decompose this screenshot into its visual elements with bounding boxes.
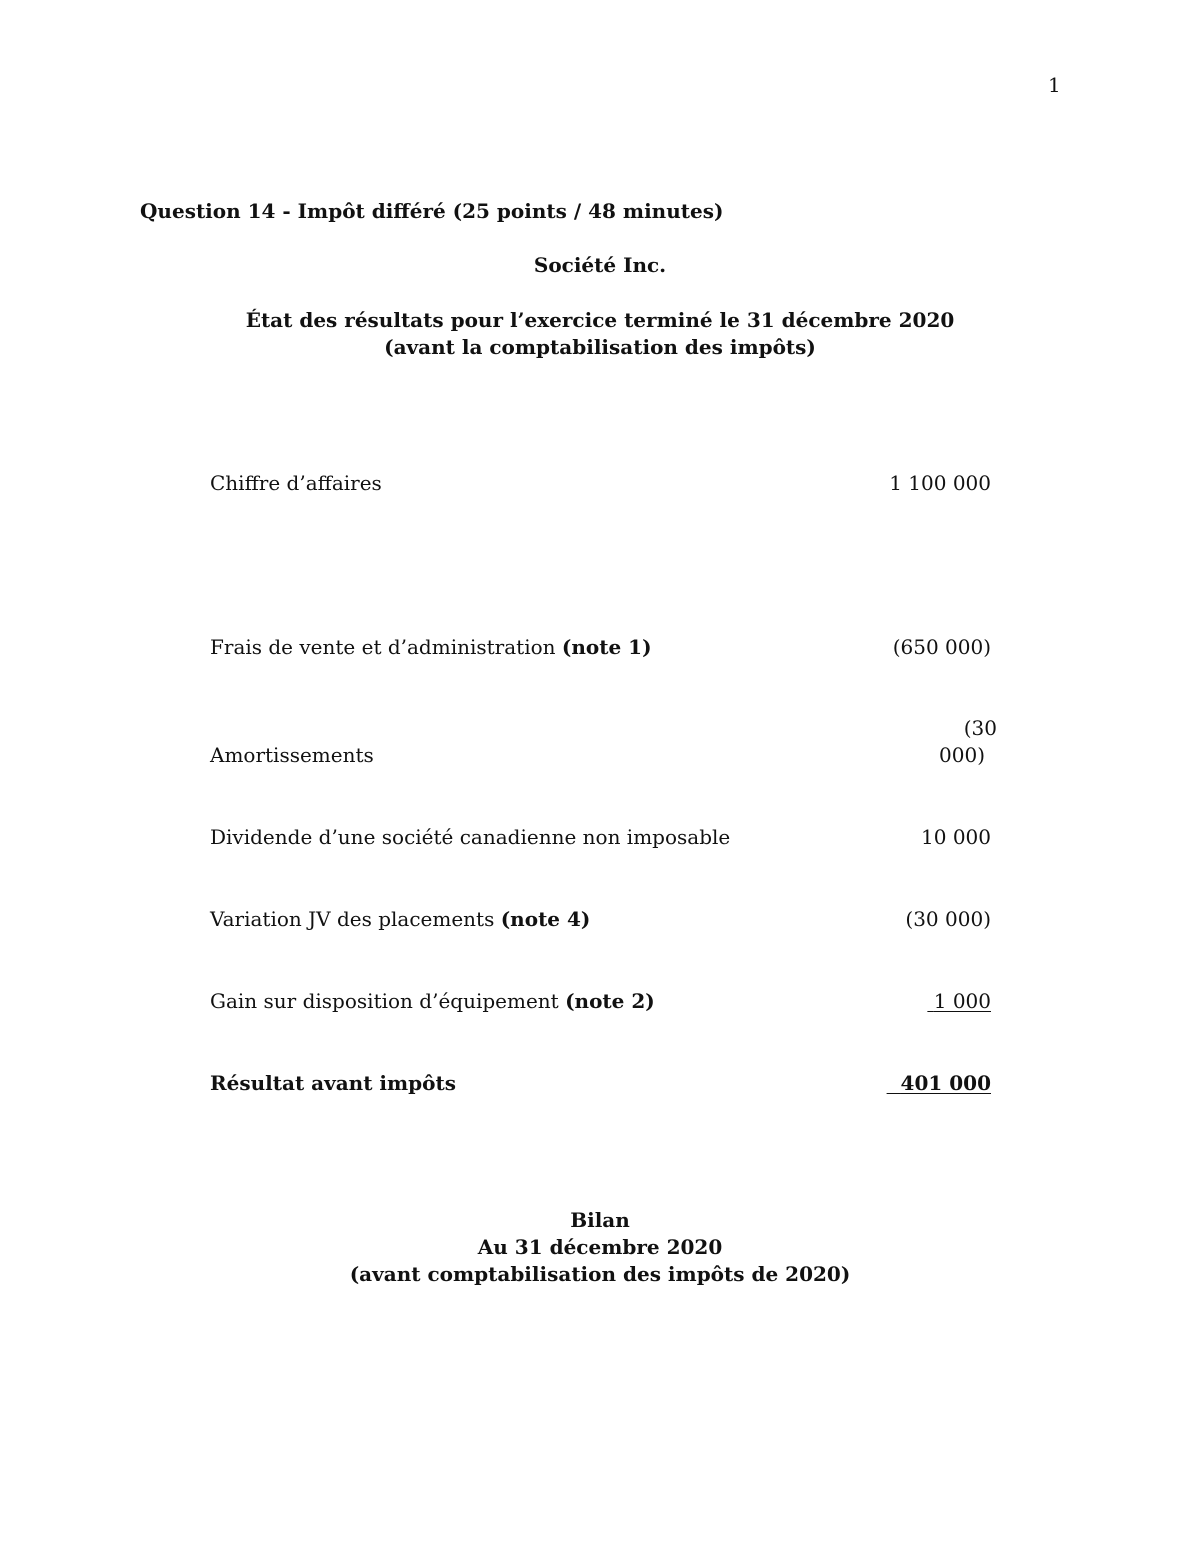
row-label-text: Frais de vente et d’administration — [210, 635, 556, 659]
row-label-text: Gain sur disposition d’équipement — [210, 989, 559, 1013]
row-value-pretax-income — [887, 1071, 991, 1095]
row-label-fv-change — [210, 907, 590, 931]
row-label-revenue: Chiffre d’affaires — [210, 471, 382, 495]
row-label-depreciation: Amortissements — [210, 743, 374, 767]
row-value-fv-change: (30 000) — [905, 907, 991, 931]
balance-sheet-subtitle: (avant comptabilisation des impôts de 2020) — [349, 1262, 851, 1286]
page-number: 1 — [1048, 73, 1061, 97]
row-note: (note 4) — [500, 907, 591, 931]
row-value-dividend: 10 000 — [921, 825, 991, 849]
row-label-text: Variation JV des placements — [210, 907, 495, 931]
question-title: Question 14 - Impôt différé (25 points / 48 minutes) — [140, 199, 724, 223]
balance-sheet-date: Au 31 décembre 2020 — [477, 1235, 723, 1259]
row-label-disposal-gain — [210, 989, 655, 1013]
row-note: (note 1) — [561, 635, 652, 659]
row-label-dividend: Dividende d’une société canadienne non imposable — [210, 825, 731, 849]
balance-sheet-title: Bilan — [570, 1208, 630, 1232]
company-name: Société Inc. — [533, 253, 667, 277]
row-label-selling-admin — [210, 635, 652, 659]
income-statement-title: État des résultats pour l’exercice terminé le 31 décembre 2020 — [245, 308, 955, 332]
row-value-text: 401 000 — [900, 1071, 991, 1095]
row-value-depreciation-line1: (30 — [963, 716, 997, 740]
row-note: (note 2) — [565, 989, 655, 1013]
row-value-revenue: 1 100 000 — [889, 471, 991, 495]
income-statement-subtitle: (avant la comptabilisation des impôts) — [384, 335, 816, 359]
row-value-depreciation-line2: 000) — [939, 743, 985, 767]
row-value-text: 1 000 — [933, 989, 991, 1013]
row-value-disposal-gain — [927, 989, 991, 1013]
row-value-selling-admin: (650 000) — [892, 635, 991, 659]
row-label-pretax-income: Résultat avant impôts — [210, 1071, 457, 1095]
